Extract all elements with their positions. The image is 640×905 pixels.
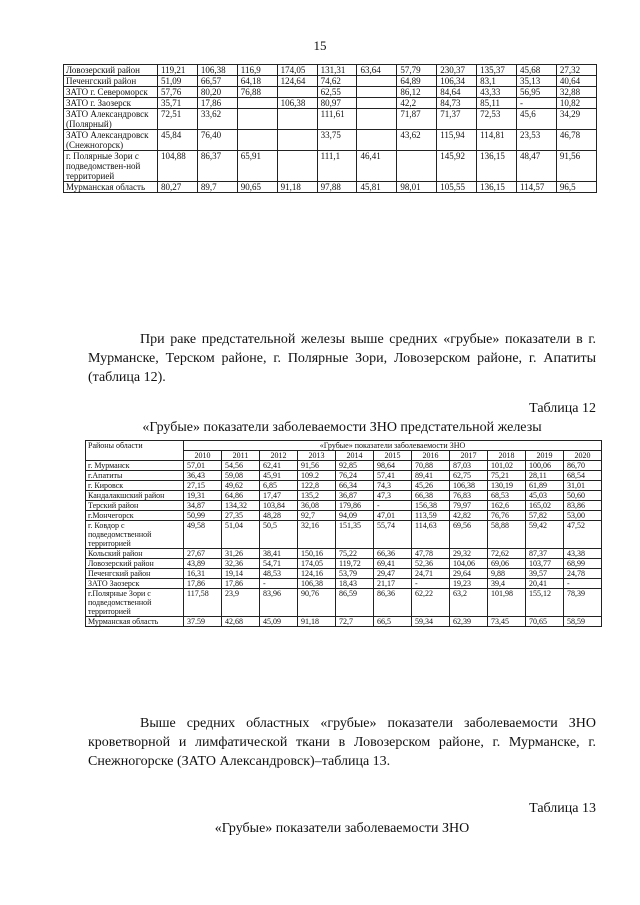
region-cell: г.Апатиты	[86, 471, 184, 481]
value-cell: 106,38	[450, 481, 488, 491]
value-cell: 57,76	[158, 87, 198, 98]
value-cell: 115,94	[437, 130, 477, 151]
value-cell: 86,12	[397, 87, 437, 98]
value-cell: 106,38	[197, 65, 237, 76]
value-cell: 19,31	[184, 491, 222, 501]
value-cell: 162,6	[488, 501, 526, 511]
value-cell: 19,14	[222, 569, 260, 579]
value-cell: 36,87	[336, 491, 374, 501]
value-cell: 85,11	[477, 98, 517, 109]
year-header: 2013	[298, 451, 336, 461]
value-cell: 83,96	[260, 589, 298, 617]
value-cell: 131,31	[317, 65, 357, 76]
value-cell: 58,88	[488, 521, 526, 549]
value-cell: -	[374, 501, 412, 511]
year-header: 2019	[526, 451, 564, 461]
value-cell: 72,7	[336, 617, 374, 627]
value-cell: 59,42	[526, 521, 564, 549]
value-cell: 68,53	[488, 491, 526, 501]
value-cell	[357, 130, 397, 151]
value-cell: 64,18	[237, 76, 277, 87]
value-cell: 98,01	[397, 182, 437, 193]
value-cell: 45,03	[526, 491, 564, 501]
table-row	[86, 559, 602, 569]
value-cell: 29,47	[374, 569, 412, 579]
value-cell: 98,64	[374, 461, 412, 471]
value-cell: 38,41	[260, 549, 298, 559]
value-cell: 76,88	[237, 87, 277, 98]
region-cell: г.Мончегорск	[86, 511, 184, 521]
value-cell: 84,64	[437, 87, 477, 98]
value-cell: 42,82	[450, 511, 488, 521]
value-cell: -	[564, 579, 602, 589]
value-cell: 156,38	[412, 501, 450, 511]
value-cell: 29,32	[450, 549, 488, 559]
value-cell: 66,36	[374, 549, 412, 559]
value-cell: 91,18	[277, 182, 317, 193]
value-cell: 150,16	[298, 549, 336, 559]
value-cell: 101,98	[488, 589, 526, 617]
value-cell: 90,76	[298, 589, 336, 617]
value-cell: -	[412, 579, 450, 589]
value-cell: 51,04	[222, 521, 260, 549]
value-cell: 31,01	[564, 481, 602, 491]
value-cell: 84,73	[437, 98, 477, 109]
value-cell: 42,68	[222, 617, 260, 627]
value-cell	[277, 109, 317, 130]
value-cell: 119,21	[158, 65, 198, 76]
value-cell: 70,88	[412, 461, 450, 471]
incidence-table-continued	[63, 64, 597, 193]
region-cell: Печенгский район	[86, 569, 184, 579]
paragraph-lymphatic: Выше средних областных «грубые» показатели заболеваемости ЗНО кроветворной и лимфатической ткани в Ловозерском районе, г. Мурманске, г. Снежногорске (ЗАТО Александровск)–таблица 13.	[88, 716, 596, 769]
value-cell: 80,20	[197, 87, 237, 98]
value-cell: 97,88	[317, 182, 357, 193]
value-cell: 124,64	[277, 76, 317, 87]
value-cell: 114,63	[412, 521, 450, 549]
value-cell: 50,60	[564, 491, 602, 501]
region-cell: ЗАТО г. Североморск	[64, 87, 158, 98]
value-cell: 76,40	[197, 130, 237, 151]
table-row	[86, 471, 602, 481]
value-cell: 55,74	[374, 521, 412, 549]
value-cell: 135,37	[477, 65, 517, 76]
value-cell: 136,15	[477, 151, 517, 182]
value-cell: 78,39	[564, 589, 602, 617]
value-cell: 105,55	[437, 182, 477, 193]
value-cell: 74,62	[317, 76, 357, 87]
region-cell: Печенгский район	[64, 76, 158, 87]
value-cell	[357, 109, 397, 130]
value-cell: 66,34	[336, 481, 374, 491]
value-cell: 43,89	[184, 559, 222, 569]
value-cell: 57,79	[397, 65, 437, 76]
value-cell: 62,22	[412, 589, 450, 617]
value-cell: 116,9	[237, 65, 277, 76]
value-cell: 32,16	[298, 521, 336, 549]
value-cell: 104,06	[450, 559, 488, 569]
table-row	[64, 130, 597, 151]
value-cell: 45,6	[517, 109, 557, 130]
table-row	[64, 65, 597, 76]
region-cell: Кольский район	[86, 549, 184, 559]
value-cell: 86,37	[197, 151, 237, 182]
table-row	[64, 182, 597, 193]
value-cell: 101,02	[488, 461, 526, 471]
value-cell: 46,78	[556, 130, 596, 151]
region-cell: Терский район	[86, 501, 184, 511]
value-cell: 31,26	[222, 549, 260, 559]
value-cell	[277, 151, 317, 182]
value-cell	[357, 98, 397, 109]
paragraph-prostate: При раке предстательной железы выше средних «грубые» показатели в г. Мурманске, Терском районе, г. Полярные Зори, Ловозерском районе, г. Апатиты (таблица 12).	[88, 332, 596, 385]
value-cell: 46,41	[357, 151, 397, 182]
value-cell: 96,5	[556, 182, 596, 193]
value-cell: 80,97	[317, 98, 357, 109]
value-cell	[277, 130, 317, 151]
value-cell: 76,76	[488, 511, 526, 521]
value-cell: 69,06	[488, 559, 526, 569]
value-cell: 54,71	[260, 559, 298, 569]
value-cell: 40,64	[556, 76, 596, 87]
value-cell: 103,77	[526, 559, 564, 569]
value-cell: 76,24	[336, 471, 374, 481]
value-cell: 63,2	[450, 589, 488, 617]
value-cell: 24,71	[412, 569, 450, 579]
value-cell: 47,3	[374, 491, 412, 501]
value-cell: 72,53	[477, 109, 517, 130]
value-cell: 57,01	[184, 461, 222, 471]
table-row	[64, 76, 597, 87]
value-cell: 47,78	[412, 549, 450, 559]
region-cell: Кандалакшский район	[86, 491, 184, 501]
value-cell	[237, 130, 277, 151]
value-cell: 34,87	[184, 501, 222, 511]
value-cell: 50,5	[260, 521, 298, 549]
value-cell: 18,43	[336, 579, 374, 589]
value-cell: 76,83	[450, 491, 488, 501]
value-cell: 43,62	[397, 130, 437, 151]
table-row	[86, 501, 602, 511]
value-cell: 83,1	[477, 76, 517, 87]
value-cell: 145,92	[437, 151, 477, 182]
value-cell: 86,70	[564, 461, 602, 471]
table-row	[86, 491, 602, 501]
table-row	[86, 549, 602, 559]
value-cell: 114,81	[477, 130, 517, 151]
value-cell: 50,99	[184, 511, 222, 521]
year-header: 2016	[412, 451, 450, 461]
value-cell: 27,67	[184, 549, 222, 559]
value-cell: 66,38	[412, 491, 450, 501]
value-cell: 119,72	[336, 559, 374, 569]
value-cell: -	[517, 98, 557, 109]
value-cell: 62,39	[450, 617, 488, 627]
region-cell: г.Полярные Зори с подведомственной территорией	[86, 589, 184, 617]
value-cell: 70,65	[526, 617, 564, 627]
year-header: 2012	[260, 451, 298, 461]
value-cell: 43,38	[564, 549, 602, 559]
value-cell: 17,86	[197, 98, 237, 109]
value-cell: 47,01	[374, 511, 412, 521]
value-cell: 72,62	[488, 549, 526, 559]
value-cell: 36,43	[184, 471, 222, 481]
value-cell	[237, 98, 277, 109]
region-cell: ЗАТО Заозерск	[86, 579, 184, 589]
value-cell: 63,64	[357, 65, 397, 76]
value-cell: 90,65	[237, 182, 277, 193]
value-cell: 59,34	[412, 617, 450, 627]
value-cell: 68,54	[564, 471, 602, 481]
value-cell: 45,81	[357, 182, 397, 193]
table12-body	[86, 461, 602, 627]
value-cell: 53,79	[336, 569, 374, 579]
value-cell: 45,09	[260, 617, 298, 627]
value-cell: 52,36	[412, 559, 450, 569]
year-header: 2020	[564, 451, 602, 461]
value-cell: 16,31	[184, 569, 222, 579]
value-cell: 113,59	[412, 511, 450, 521]
value-cell: 130,19	[488, 481, 526, 491]
table-row	[86, 521, 602, 549]
value-cell: 27,35	[222, 511, 260, 521]
table-row	[86, 579, 602, 589]
value-cell: 136,15	[477, 182, 517, 193]
year-header: 2018	[488, 451, 526, 461]
region-cell: г. Полярные Зори с подведомствен-ной территорией	[64, 151, 158, 182]
value-cell: 89,7	[197, 182, 237, 193]
value-cell: 104,88	[158, 151, 198, 182]
value-cell: 135,2	[298, 491, 336, 501]
value-cell: 20,41	[526, 579, 564, 589]
value-cell: 124,16	[298, 569, 336, 579]
value-cell: 92,85	[336, 461, 374, 471]
table-row	[86, 617, 602, 627]
value-cell: 45,26	[412, 481, 450, 491]
year-header: 2017	[450, 451, 488, 461]
table-row	[64, 98, 597, 109]
value-cell: 117,58	[184, 589, 222, 617]
value-cell: 79,97	[450, 501, 488, 511]
value-cell: 134,32	[222, 501, 260, 511]
value-cell: 86,36	[374, 589, 412, 617]
value-cell: 48,28	[260, 511, 298, 521]
value-cell: 75,21	[488, 471, 526, 481]
value-cell: 39,4	[488, 579, 526, 589]
region-cell: Ловозерский район	[86, 559, 184, 569]
value-cell	[357, 76, 397, 87]
value-cell: 23,9	[222, 589, 260, 617]
table13-title: «Грубые» показатели заболеваемости ЗНО	[214, 821, 470, 836]
value-cell: 17,86	[184, 579, 222, 589]
value-cell: 58,59	[564, 617, 602, 627]
value-cell: 64,86	[222, 491, 260, 501]
table12-title: «Грубые» показатели заболеваемости ЗНО предстательной железы	[142, 420, 542, 435]
value-cell: 10,82	[556, 98, 596, 109]
value-cell: 72,51	[158, 109, 198, 130]
value-cell: 24,78	[564, 569, 602, 579]
region-cell: ЗАТО Александровск (Полярный)	[64, 109, 158, 130]
value-cell: 47,52	[564, 521, 602, 549]
year-header: 2010	[184, 451, 222, 461]
value-cell: 35,13	[517, 76, 557, 87]
value-cell: 87,37	[526, 549, 564, 559]
value-cell: 48,47	[517, 151, 557, 182]
prostate-incidence-table	[85, 440, 602, 627]
value-cell: 69,41	[374, 559, 412, 569]
table-row	[86, 481, 602, 491]
value-cell: 174,05	[277, 65, 317, 76]
value-cell: 94,09	[336, 511, 374, 521]
value-cell: 62,75	[450, 471, 488, 481]
value-cell: 74,3	[374, 481, 412, 491]
value-cell: 42,2	[397, 98, 437, 109]
value-cell: 33,75	[317, 130, 357, 151]
value-cell: 73,45	[488, 617, 526, 627]
value-cell: 114,57	[517, 182, 557, 193]
table-row	[86, 461, 602, 471]
region-cell: г. Ковдор с подведомственной территорией	[86, 521, 184, 549]
value-cell: 111,61	[317, 109, 357, 130]
table13-label: Таблица 13	[529, 801, 596, 816]
value-cell: 174,05	[298, 559, 336, 569]
value-cell: 62,41	[260, 461, 298, 471]
value-cell: -	[260, 579, 298, 589]
value-cell: 75,22	[336, 549, 374, 559]
table12-label: Таблица 12	[529, 401, 596, 416]
value-cell: 106,34	[437, 76, 477, 87]
value-cell	[357, 87, 397, 98]
value-cell: 57,41	[374, 471, 412, 481]
value-cell	[277, 87, 317, 98]
year-header: 2011	[222, 451, 260, 461]
value-cell: 54,56	[222, 461, 260, 471]
value-cell: 45,68	[517, 65, 557, 76]
year-header: 2014	[336, 451, 374, 461]
table-row	[64, 109, 597, 130]
value-cell: 106,38	[298, 579, 336, 589]
region-cell: Мурманская область	[86, 617, 184, 627]
table-row	[86, 511, 602, 521]
value-cell: 17,47	[260, 491, 298, 501]
value-cell: 89,41	[412, 471, 450, 481]
value-cell: 83,86	[564, 501, 602, 511]
value-cell: 68,99	[564, 559, 602, 569]
region-cell: г. Кировск	[86, 481, 184, 491]
value-cell: 61,89	[526, 481, 564, 491]
value-cell: 59,08	[222, 471, 260, 481]
table1-body	[64, 65, 597, 193]
value-cell: 33,62	[197, 109, 237, 130]
header-group: «Грубые» показатели заболеваемости ЗНО	[184, 441, 602, 451]
year-header: 2015	[374, 451, 412, 461]
value-cell: 71,87	[397, 109, 437, 130]
table-row	[86, 589, 602, 617]
value-cell: 48,53	[260, 569, 298, 579]
value-cell: 179,86	[336, 501, 374, 511]
table-row	[64, 87, 597, 98]
value-cell: 91,56	[556, 151, 596, 182]
value-cell: 51,09	[158, 76, 198, 87]
value-cell: 34,29	[556, 109, 596, 130]
value-cell: 62,55	[317, 87, 357, 98]
value-cell: 155,12	[526, 589, 564, 617]
value-cell	[397, 151, 437, 182]
region-cell: Мурманская область	[64, 182, 158, 193]
value-cell: 103,84	[260, 501, 298, 511]
value-cell: 66,57	[197, 76, 237, 87]
value-cell: 122,8	[298, 481, 336, 491]
region-cell: ЗАТО Александровск (Снежногорск)	[64, 130, 158, 151]
value-cell: 65,91	[237, 151, 277, 182]
value-cell: 35,71	[158, 98, 198, 109]
page-number: 15	[313, 38, 327, 53]
value-cell: 32,36	[222, 559, 260, 569]
value-cell: 39,57	[526, 569, 564, 579]
region-cell: Ловозерский район	[64, 65, 158, 76]
value-cell: 45,91	[260, 471, 298, 481]
value-cell: 45,84	[158, 130, 198, 151]
value-cell: 66,5	[374, 617, 412, 627]
header-regions: Районы области	[86, 441, 184, 461]
value-cell: 91,18	[298, 617, 336, 627]
value-cell: 80,27	[158, 182, 198, 193]
value-cell: 56,95	[517, 87, 557, 98]
value-cell: 86,59	[336, 589, 374, 617]
region-cell: ЗАТО г. Заозерск	[64, 98, 158, 109]
value-cell: 29,64	[450, 569, 488, 579]
value-cell: 17,86	[222, 579, 260, 589]
value-cell: 9,88	[488, 569, 526, 579]
value-cell: 111,1	[317, 151, 357, 182]
value-cell	[237, 109, 277, 130]
value-cell: 36,08	[298, 501, 336, 511]
value-cell: 21,17	[374, 579, 412, 589]
value-cell: 28,11	[526, 471, 564, 481]
value-cell: 43,33	[477, 87, 517, 98]
value-cell: 91,56	[298, 461, 336, 471]
value-cell: 64,89	[397, 76, 437, 87]
value-cell: 53,00	[564, 511, 602, 521]
value-cell: 92,7	[298, 511, 336, 521]
value-cell: 71,37	[437, 109, 477, 130]
value-cell: 57,82	[526, 511, 564, 521]
value-cell: 27,32	[556, 65, 596, 76]
value-cell: 151,35	[336, 521, 374, 549]
value-cell: 32,88	[556, 87, 596, 98]
value-cell: 106,38	[277, 98, 317, 109]
region-cell: г. Мурманск	[86, 461, 184, 471]
value-cell: 37.59	[184, 617, 222, 627]
value-cell: 23,53	[517, 130, 557, 151]
value-cell: 49,58	[184, 521, 222, 549]
value-cell: 49,62	[222, 481, 260, 491]
value-cell: 100,06	[526, 461, 564, 471]
table-row	[64, 151, 597, 182]
table-row	[86, 569, 602, 579]
value-cell: 87,03	[450, 461, 488, 471]
value-cell: 165,02	[526, 501, 564, 511]
value-cell: 109.2	[298, 471, 336, 481]
value-cell: 27,15	[184, 481, 222, 491]
value-cell: 19,23	[450, 579, 488, 589]
value-cell: 230,37	[437, 65, 477, 76]
value-cell: 6,85	[260, 481, 298, 491]
value-cell: 69,56	[450, 521, 488, 549]
